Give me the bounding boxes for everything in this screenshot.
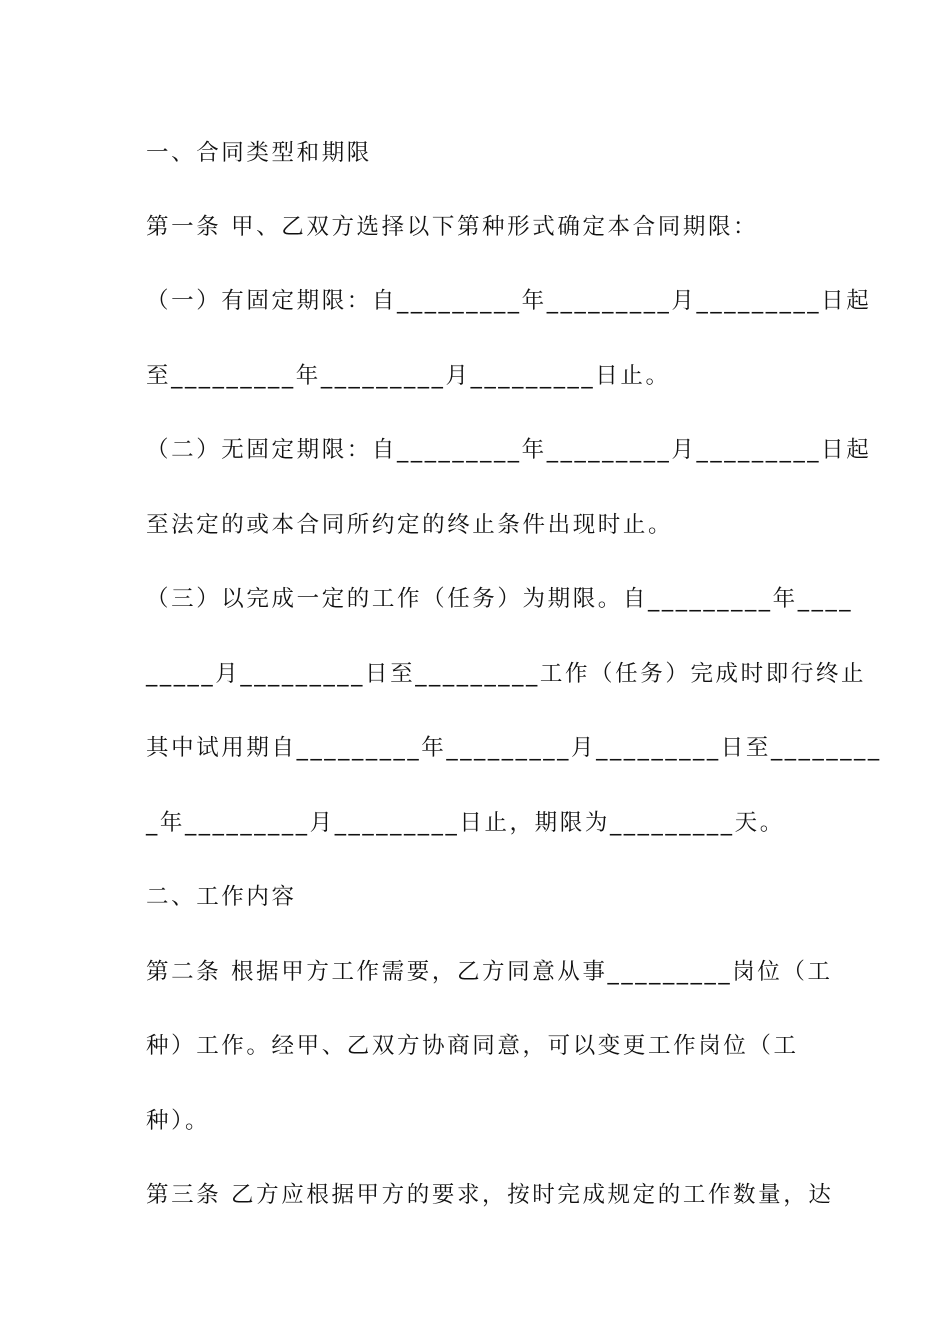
- open-term-line-1: （二）无固定期限：自_________年_________月_________日起: [146, 437, 872, 463]
- article-2-line-2: 种）工作。经甲、乙双方协商同意，可以变更工作岗位（工: [146, 1033, 799, 1059]
- probation-line-2: _年_________月_________日止，期限为_________天。: [146, 810, 785, 836]
- section-heading-work-content: 二、工作内容: [146, 884, 297, 910]
- open-term-line-2: 至法定的或本合同所约定的终止条件出现时止。: [146, 512, 674, 538]
- fixed-term-line-2: 至_________年_________月_________日止。: [146, 363, 671, 389]
- task-term-line-1: （三）以完成一定的工作（任务）为期限。自_________年____: [146, 586, 854, 612]
- article-3-line-1: 第三条 乙方应根据甲方的要求，按时完成规定的工作数量，达: [146, 1182, 834, 1208]
- section-heading-contract-type: 一、合同类型和期限: [146, 140, 372, 166]
- article-2-line-1: 第二条 根据甲方工作需要，乙方同意从事_________岗位（工: [146, 959, 833, 985]
- probation-line-1: 其中试用期自_________年_________月_________日至________: [146, 735, 882, 761]
- task-term-line-2: _____月_________日至_________工作（任务）完成时即行终止: [146, 661, 867, 687]
- article-1-text: 第一条 甲、乙双方选择以下第种形式确定本合同期限：: [146, 214, 759, 240]
- fixed-term-line-1: （一）有固定期限：自_________年_________月_________日起: [146, 288, 872, 314]
- article-2-line-3: 种）。: [146, 1108, 211, 1134]
